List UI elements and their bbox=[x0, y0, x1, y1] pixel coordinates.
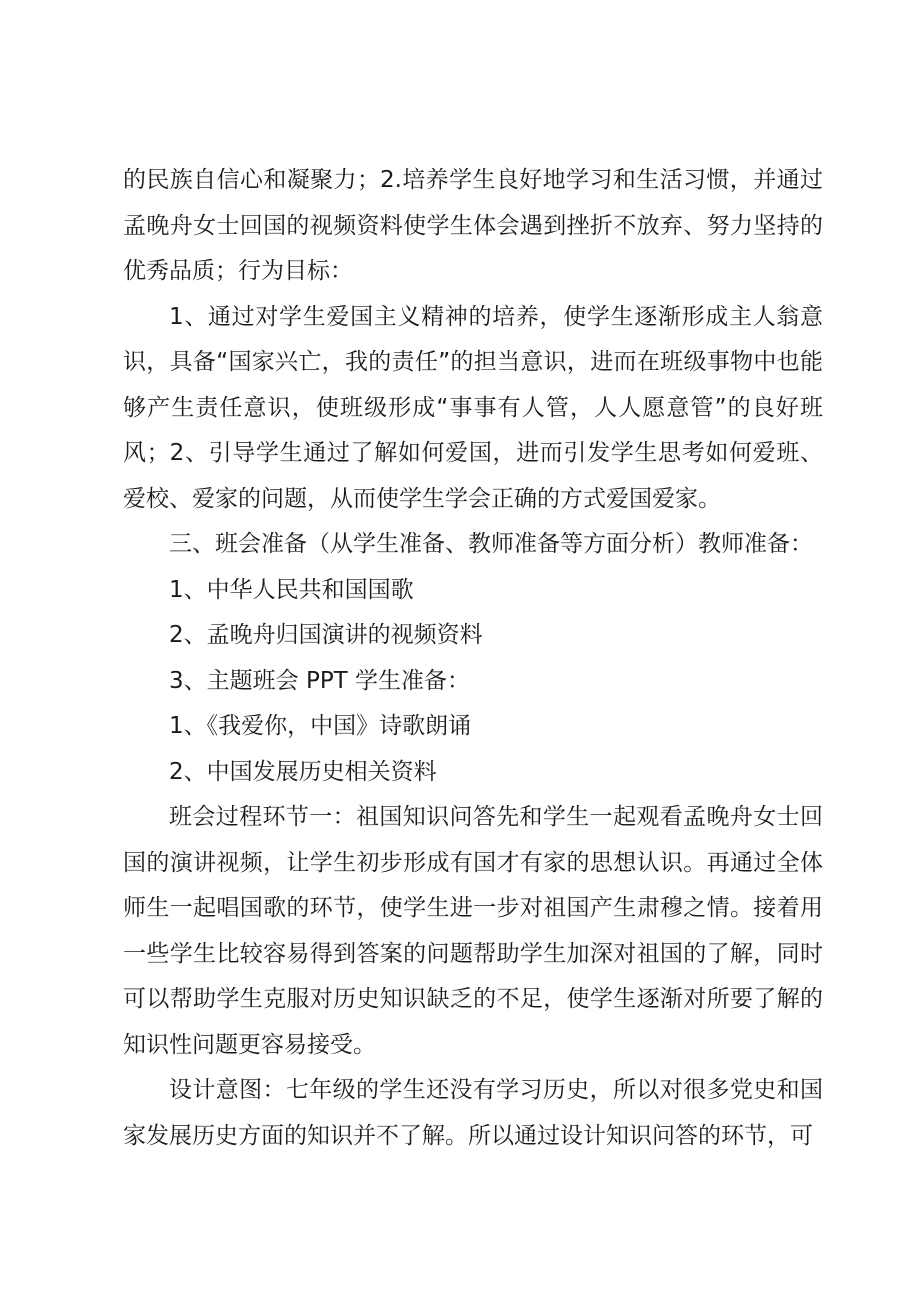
paragraph-design-intent: 设计意图：七年级的学生还没有学习历史，所以对很多党史和国家发展历史方面的知识并不了解。所以通过设计知识问答的环节，可 bbox=[123, 1077, 823, 1149]
paragraph-intro-continued: 的民族自信心和凝聚力；2.培养学生良好地学习和生活习惯，并通过孟晚舟女士回国的视频资料使学生体会遇到挫折不放弃、努力坚持的优秀品质；行为目标： bbox=[123, 167, 823, 284]
paragraph-behavior-goals: 1、通过对学生爱国主义精神的培养，使学生逐渐形成主人翁意识，具备“国家兴亡，我的责任”的担当意识，进而在班级事物中也能够产生责任意识，使班级形成“事事有人管，人人愿意管”的良好班风；2、引导学生通过了解如何爱国，进而引发学生思考如何爱班、爱校、爱家的问题，从而使学生学会正确的方式爱国爱家。 bbox=[123, 303, 823, 512]
paragraph-class-process: 班会过程环节一：祖国知识问答先和学生一起观看孟晚舟女士回国的演讲视频，让学生初步形成有国才有家的思想认识。再通过全体师生一起唱国歌的环节，使学生进一步对祖国产生肃穆之情。接着用一些学生比较容易得到答案的问题帮助学生加深对祖国的了解，同时可以帮助学生克服对历史知识缺乏的不足，使学生逐渐对所要了解的知识性问题更容易接受。 bbox=[123, 804, 823, 1058]
section-heading-preparation: 三、班会准备（从学生准备、教师准备等方面分析）教师准备： bbox=[169, 531, 813, 557]
list-item-student-2: 2、中国发展历史相关资料 bbox=[169, 758, 437, 785]
list-item-student-1: 1、《我爱你，中国》诗歌朗诵 bbox=[169, 713, 472, 739]
list-item-teacher-1: 1、中华人民共和国国歌 bbox=[169, 576, 414, 603]
list-item-teacher-3: 3、主题班会 PPT 学生准备： bbox=[169, 667, 471, 694]
document-body bbox=[123, 158, 823, 1159]
list-item-teacher-2: 2、孟晚舟归国演讲的视频资料 bbox=[169, 622, 483, 648]
